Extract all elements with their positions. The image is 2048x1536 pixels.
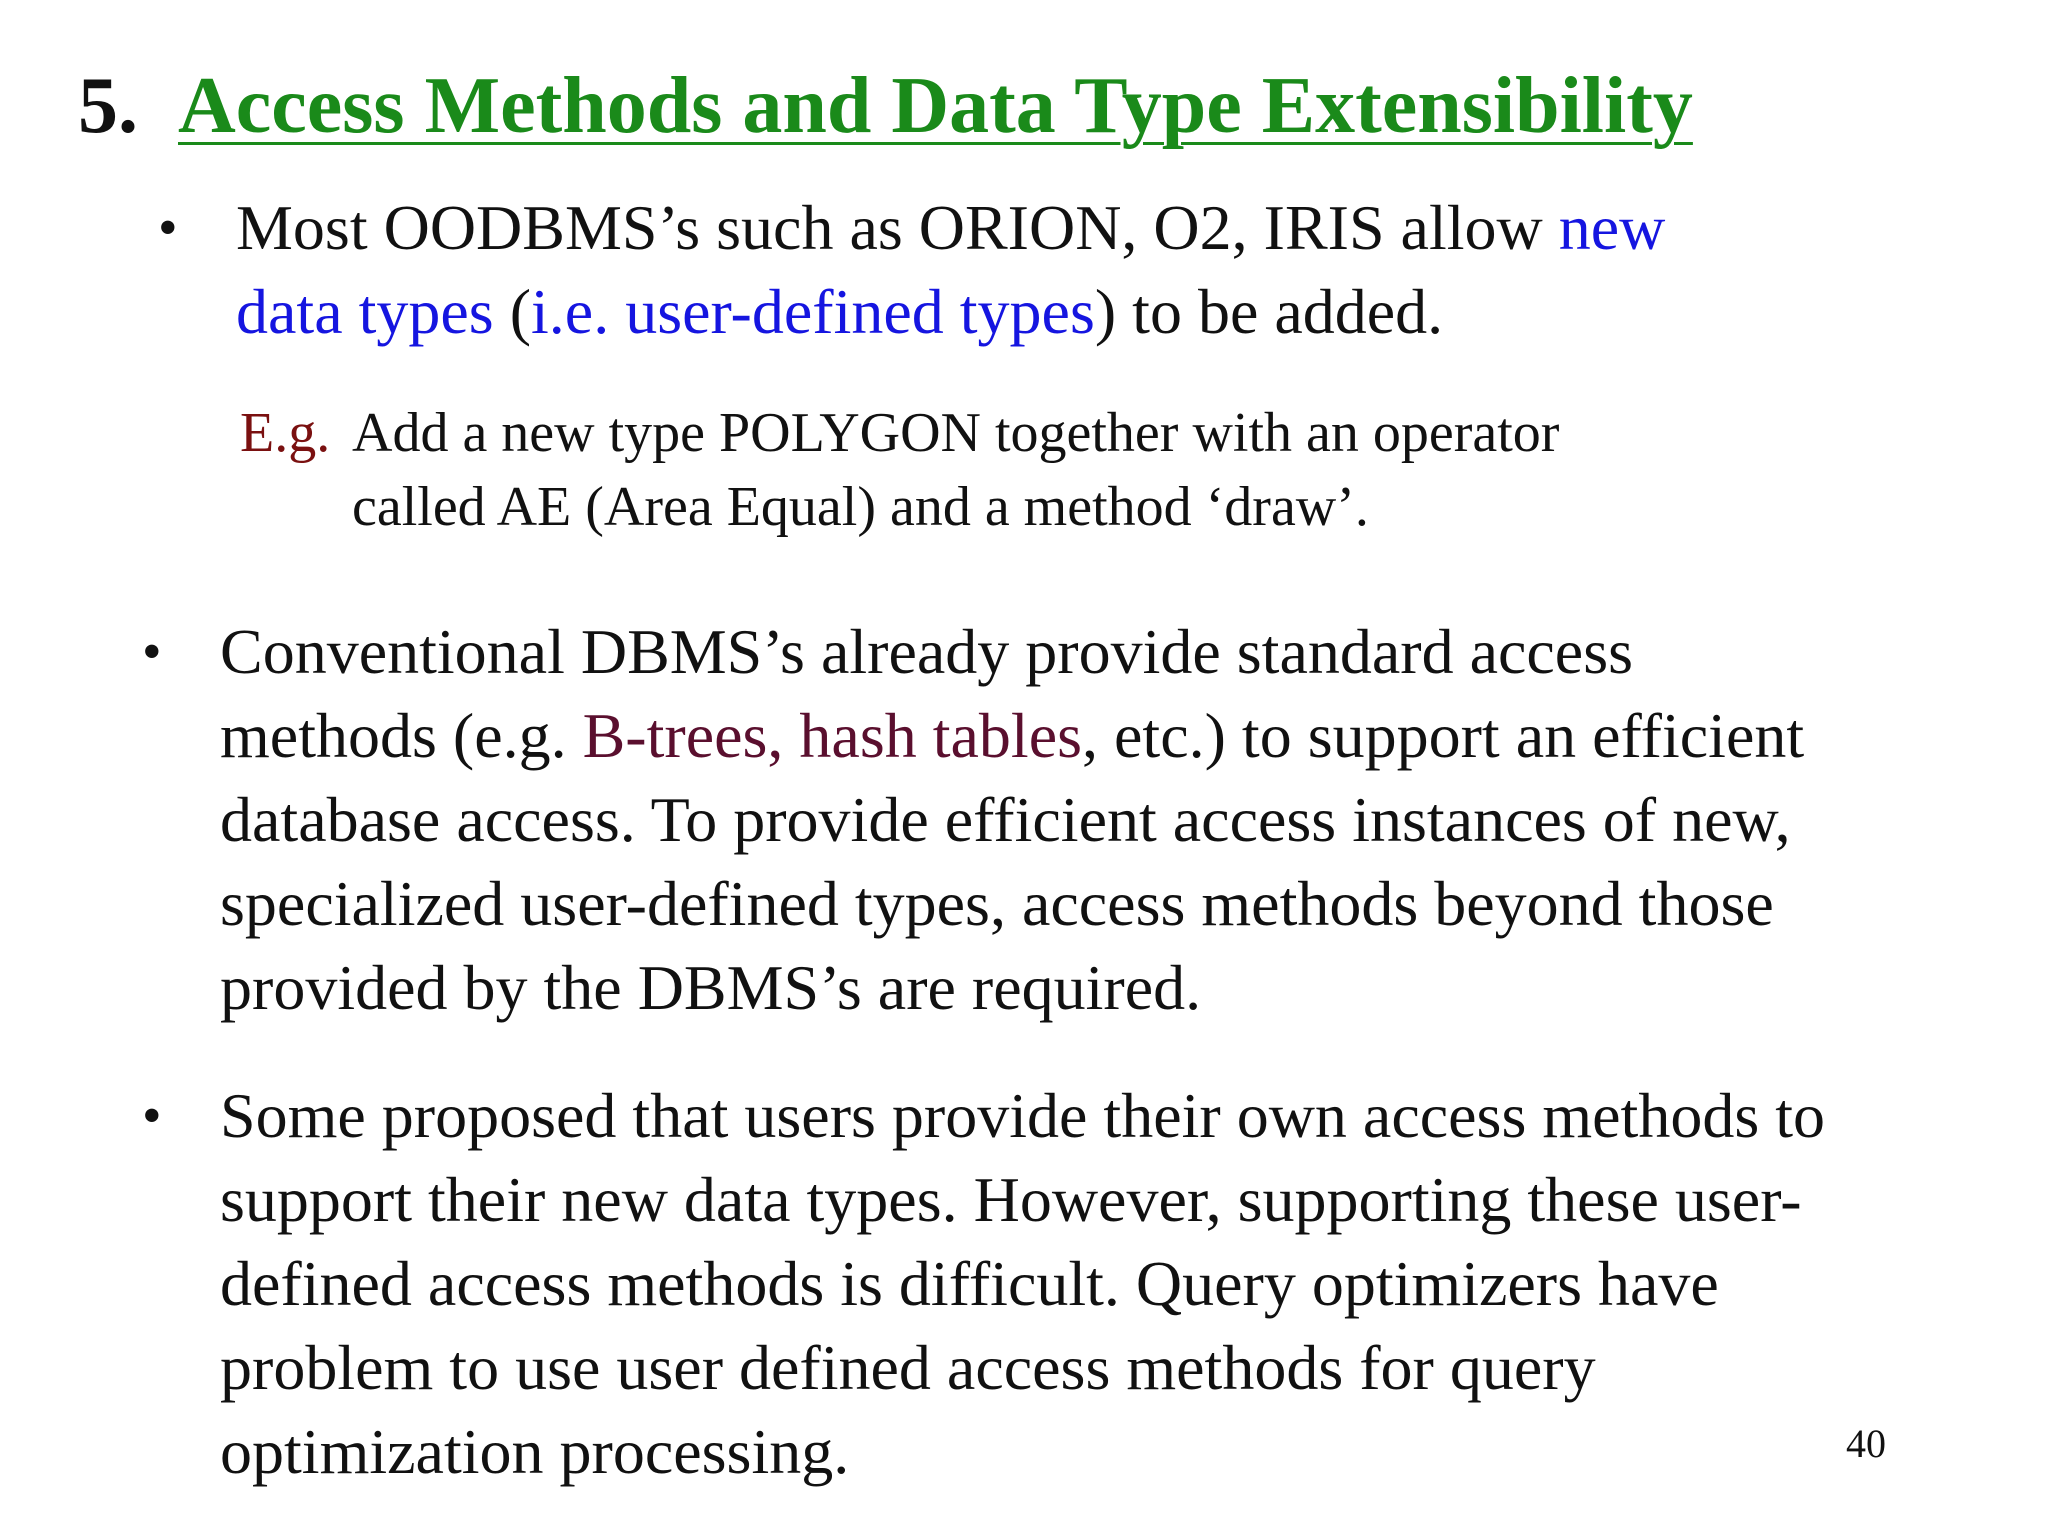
bullet-marker: •	[142, 621, 162, 683]
bullet-3-line-1: Some proposed that users provide their own access methods to	[220, 1080, 1825, 1151]
section-number: 5.	[78, 62, 138, 150]
bullet-2-line-3: database access. To provide efficient access instances of new,	[220, 784, 1791, 855]
example-text	[352, 396, 1802, 544]
bullet-3	[220, 1074, 1980, 1494]
bullet-3-line-3: defined access methods is difficult. Query optimizers have	[220, 1248, 1719, 1319]
example-line-2: called AE (Area Equal) and a method ‘draw’.	[352, 476, 1369, 538]
bullet-2-line-4: specialized user-defined types, access methods beyond those	[220, 868, 1774, 939]
bullet-3-line-2: support their new data types. However, supporting these user-	[220, 1164, 1802, 1235]
bullet-3-line-4: problem to use user defined access methods for query	[220, 1332, 1596, 1403]
bullet-1-line-2	[236, 270, 1836, 354]
bullet-1-text: Most OODBMS’s such as ORION, O2, IRIS allow	[236, 192, 1559, 263]
bullet-1-highlight-new: new	[1558, 192, 1666, 263]
bullet-2-text-cont: , etc.) to support an efficient	[1082, 700, 1805, 771]
bullet-marker: •	[142, 1085, 162, 1147]
bullet-1	[236, 186, 1836, 354]
bullet-1-highlight-data-types: data types	[236, 276, 494, 347]
bullet-marker: •	[158, 197, 178, 259]
bullet-2-line-5: provided by the DBMS’s are required.	[220, 952, 1202, 1023]
bullet-2	[220, 610, 1980, 1030]
example-line-1: Add a new type POLYGON together with an operator	[352, 402, 1560, 464]
bullet-3-line-5: optimization processing.	[220, 1416, 850, 1487]
bullet-1-text-end: ) to be added.	[1094, 276, 1444, 347]
page-number: 40	[1846, 1421, 1886, 1466]
slide-title-row	[78, 58, 1693, 154]
bullet-2-highlight: B-trees, hash tables	[582, 700, 1082, 771]
bullet-1-paren-open: (	[493, 276, 531, 347]
bullet-2-text: methods (e.g.	[220, 700, 583, 771]
example-label: E.g.	[240, 402, 331, 464]
slide-title: Access Methods and Data Type Extensibility	[178, 62, 1693, 150]
bullet-1-highlight-user-defined: i.e. user-defined types	[531, 276, 1095, 347]
bullet-1-line-1	[236, 186, 1836, 270]
bullet-2-line-1: Conventional DBMS’s already provide standard access	[220, 616, 1633, 687]
bullet-2-line-2	[220, 694, 1980, 778]
